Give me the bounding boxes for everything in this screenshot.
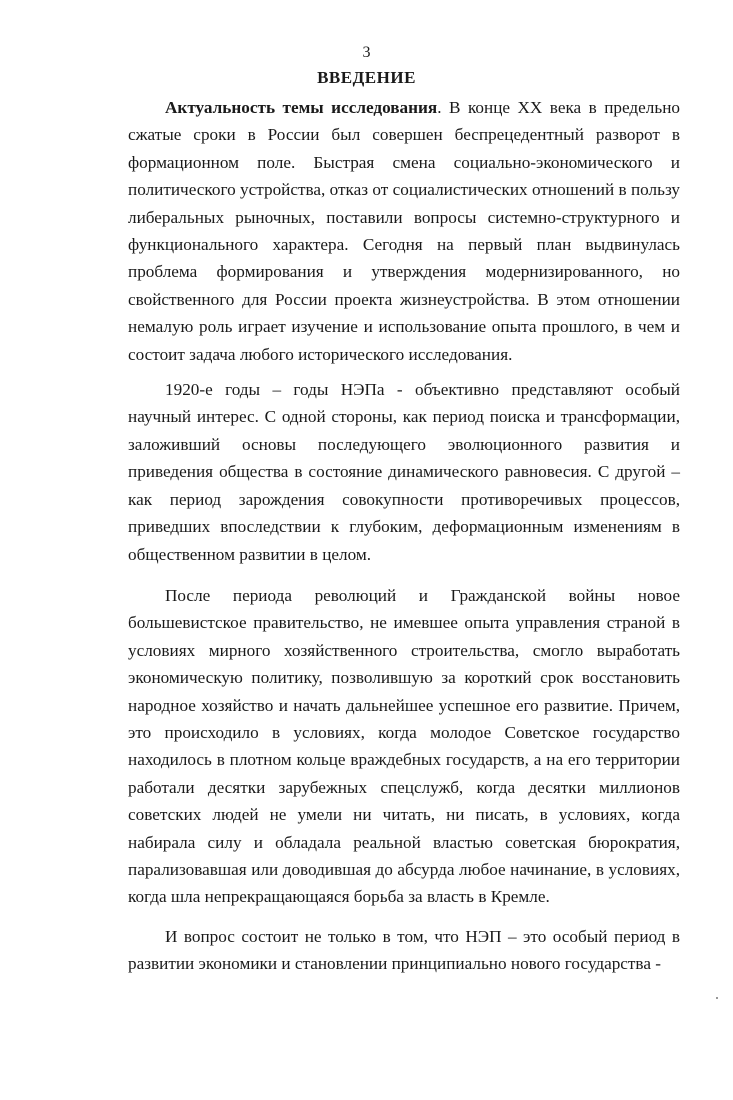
- page-number: 3: [362, 44, 371, 61]
- paragraph-lead: Актуальность темы исследования: [165, 98, 438, 117]
- paragraph-question: И вопрос состоит не только в том, что НЭП – это особый период в развитии экономики и становлении принципиально нового государства -: [128, 926, 680, 974]
- paragraph-relevance: [128, 94, 680, 368]
- paragraph-text: . В конце XX века в предельно сжатые сроки в России был совершен беспрецедентный разворот в формационном поле. Быстрая смена социально-экономического и политического устройства, отказ от социалистических отношений в пользу либеральных рыночных, поставили вопросы системно-структурного и функционального характера. Сегодня на первый план выдвинулась проблема формирования и утверждения модернизированного, но свойственного для России проекта жизнеустройства. В этом отношении немалую роль играет изучение и использование опыта прошлого, в чем и состоит задача любого исторического исследования.: [128, 98, 681, 364]
- page-title: ВВЕДЕНИЕ: [317, 68, 416, 87]
- body-text: [128, 94, 680, 978]
- paragraph-after-civil-war: После периода революций и Гражданской войны новое большевистское правительство, не имевшее опыта управления страной в условиях мирного хозяйственного строительства, смогло выработать экономическую политику, позволившую за короткий срок восстановить народное хозяйство и начать дальнейшее успешное его развитие. Причем, это происходило в условиях, когда молодое Советское государство находилось в плотном кольце враждебных государств, а на его территории работали десятки зарубежных спецслужб, когда десятки миллионов советских людей не умели ни читать, ни писать, в условиях, когда набирала силу и обладала реальной властью советская бюрократия, парализовавшая или доводившая до абсурда любое начинание, в условиях, когда шла непрекращающаяся борьба за власть в Кремле.: [128, 585, 680, 907]
- scan-speck: [716, 997, 718, 999]
- paragraph-nep-years: 1920-е годы – годы НЭПа - объективно представляют особый научный интерес. С одной стороны, как период поиска и трансформации, заложивший основы последующего эволюционного развития и приведения общества в состояние динамического равновесия. С другой – как период зарождения совокупности противоречивых процессов, приведших впоследствии к глубоким, деформационным изменениям в общественном развитии в целом.: [128, 380, 680, 564]
